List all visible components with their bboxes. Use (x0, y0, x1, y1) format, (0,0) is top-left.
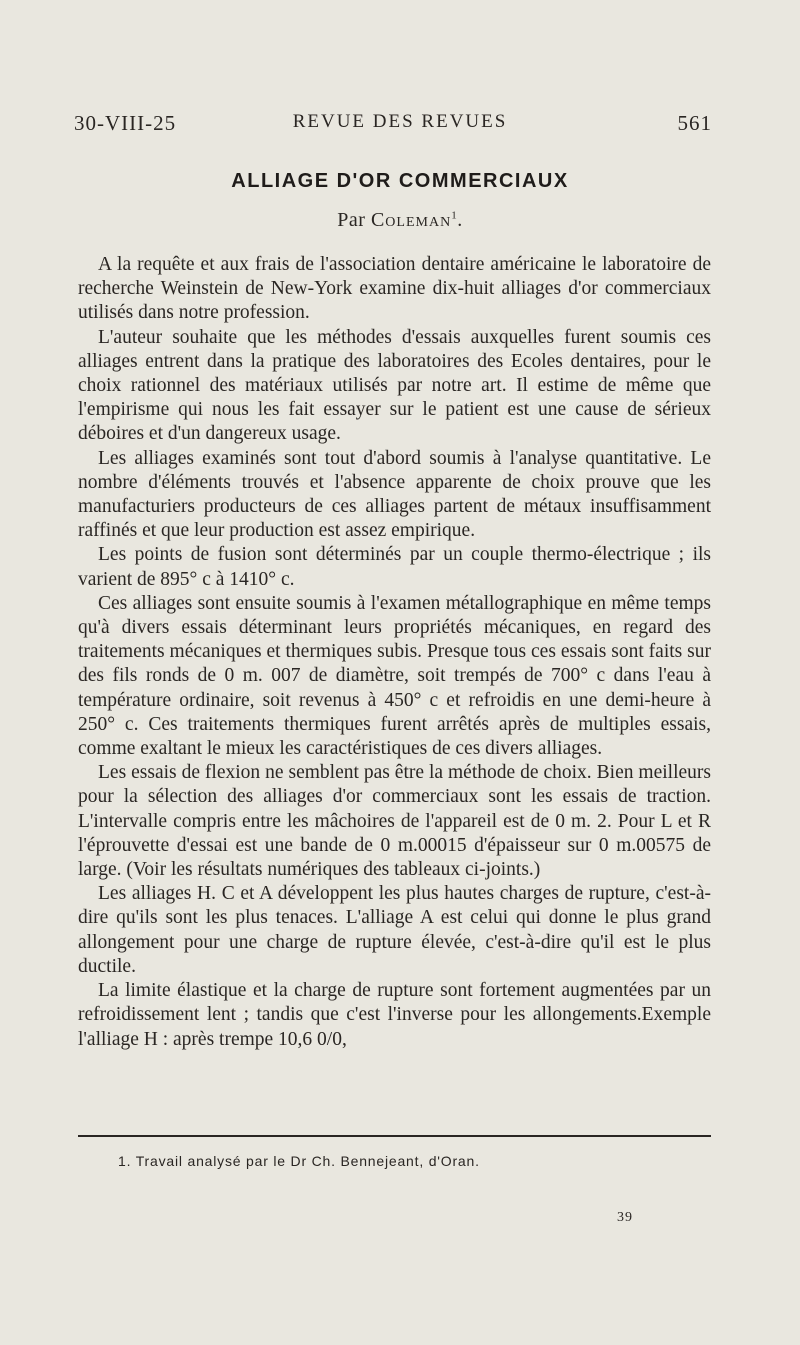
byline-suffix: . (457, 209, 463, 231)
signature-mark: 39 (617, 1210, 633, 1225)
running-head (0, 111, 800, 143)
paragraph: Les points de fusion sont déterminés par un couple thermo-électrique ; ils varient de 895° c à 1410° c. (78, 544, 711, 590)
journal-title: REVUE DES REVUES (292, 111, 508, 132)
footnote: 1. Travail analysé par le Dr Ch. Bennejeant, d'Oran. (118, 1153, 480, 1169)
paragraph: L'auteur souhaite que les méthodes d'essais auxquelles furent soumis ces alliages entrent dans la pratique des laboratoires des Ecoles dentaires, pour le choix rationnel des matériaux utilisés par notre art. Il estime de même que l'empirisme qui nous les fait essayer sur le patient est une cause de sérieux déboires et d'un dangereux usage. (78, 326, 711, 445)
byline (0, 209, 800, 232)
paragraph: Les alliages examinés sont tout d'abord soumis à l'analyse quantitative. Le nombre d'éléments trouvés et l'absence apparente de choix prouve que les manufacturiers producteurs de ces alliages partent de métaux insuffisamment raffinés et que leur production est assez empirique. (78, 447, 711, 542)
paragraph: Les essais de flexion ne semblent pas être la méthode de choix. Bien meilleurs pour la sélection des alliages d'or commerciaux sont les essais de traction. L'intervalle compris entre les mâchoires de l'appareil est de 0 m. 2. Pour L et R l'éprouvette d'essai est une bande de 0 m.00015 d'épaisseur sur 0 m.00575 de large. (Voir les résultats numériques des tableaux ci-joints.) (78, 762, 711, 881)
page-number: 561 (677, 111, 712, 135)
byline-prefix: Par (337, 209, 371, 231)
footnote-marker: 1 (451, 209, 458, 222)
footnote-divider (78, 1135, 711, 1137)
paragraph: La limite élastique et la charge de rupture sont fortement augmentées par un refroidissement lent ; tandis que c'est l'inverse pour les allongements.Exemple l'alliage H : après trempe 10,6 0/0, (78, 980, 711, 1050)
article-title: ALLIAGE D'OR COMMERCIAUX (231, 170, 569, 192)
article-body (78, 253, 711, 1052)
author-name: Coleman (370, 209, 452, 231)
paragraph: Ces alliages sont ensuite soumis à l'examen métallographique en même temps qu'à divers essais déterminant leurs propriétés mécaniques, en regard des traitements mécaniques et thermiques subis. Presque tous ces essais sont faits sur des fils ronds de 0 m. 007 de diamètre, soit trempés de 700° c dans l'eau à température ordinaire, soit revenus à 450° c et refroidis en une demi-heure à 250° c. Ces traitements thermiques furent arrêtés après de multiples essais, comme exaltant le mieux les caractéristiques de ces divers alliages. (78, 592, 711, 760)
paragraph: Les alliages H. C et A développent les plus hautes charges de rupture, c'est-à-dire qu'ils sont les plus tenaces. L'alliage A est celui qui donne le plus grand allongement pour une charge de rupture élevée, c'est-à-dire qu'il est le plus ductile. (78, 883, 711, 977)
paragraph: A la requête et aux frais de l'association dentaire américaine le laboratoire de recherche Weinstein de New-York examine dix-huit alliages d'or commerciaux utilisés dans notre profession. (78, 254, 711, 324)
issue-date: 30-VIII-25 (74, 111, 177, 135)
